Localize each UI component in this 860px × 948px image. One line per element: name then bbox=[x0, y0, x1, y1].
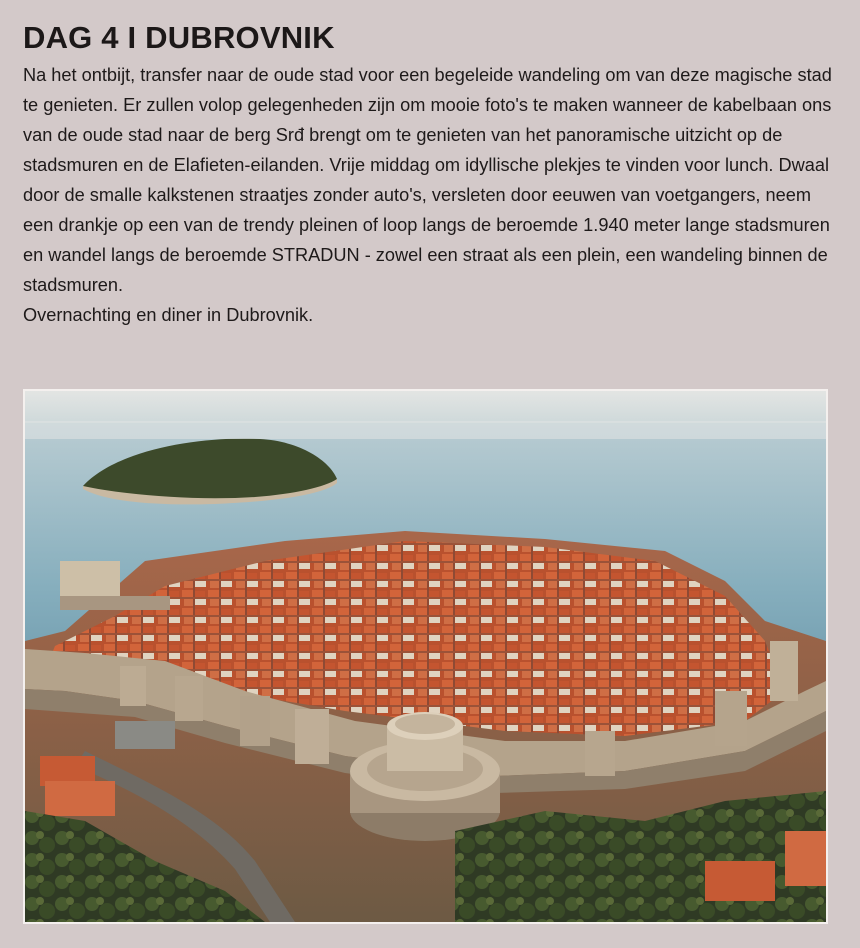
description-paragraph: Na het ontbijt, transfer naar de oude stad voor een begeleide wandeling om van deze magische stad te genieten. Er zullen volop gelegenheden zijn om mooie foto's te maken wanneer de kabelbaan ons van de oude stad naar de berg Srđ brengt om te genieten van het panoramische uitzicht op de stadsmuren en de Elafieten-eilanden. Vrije middag om idyllische plekjes te vinden voor lunch. Dwaal door de smalle kalkstenen straatjes zonder auto's, versleten door eeuwen van voetgangers, neem een drankje op een van de trendy pleinen of loop langs de beroemde 1.940 meter lange stadsmuren en wandel langs de beroemde STRADUN - zowel een straat als een plein, een wandeling binnen de stadsmuren. bbox=[23, 65, 832, 295]
dubrovnik-aerial-photo bbox=[23, 389, 828, 924]
overnight-note: Overnachting en diner in Dubrovnik. bbox=[23, 305, 314, 325]
day-title: DAG 4 I DUBROVNIK bbox=[23, 20, 335, 55]
day-description bbox=[23, 60, 838, 330]
photo-illustration bbox=[25, 391, 826, 922]
